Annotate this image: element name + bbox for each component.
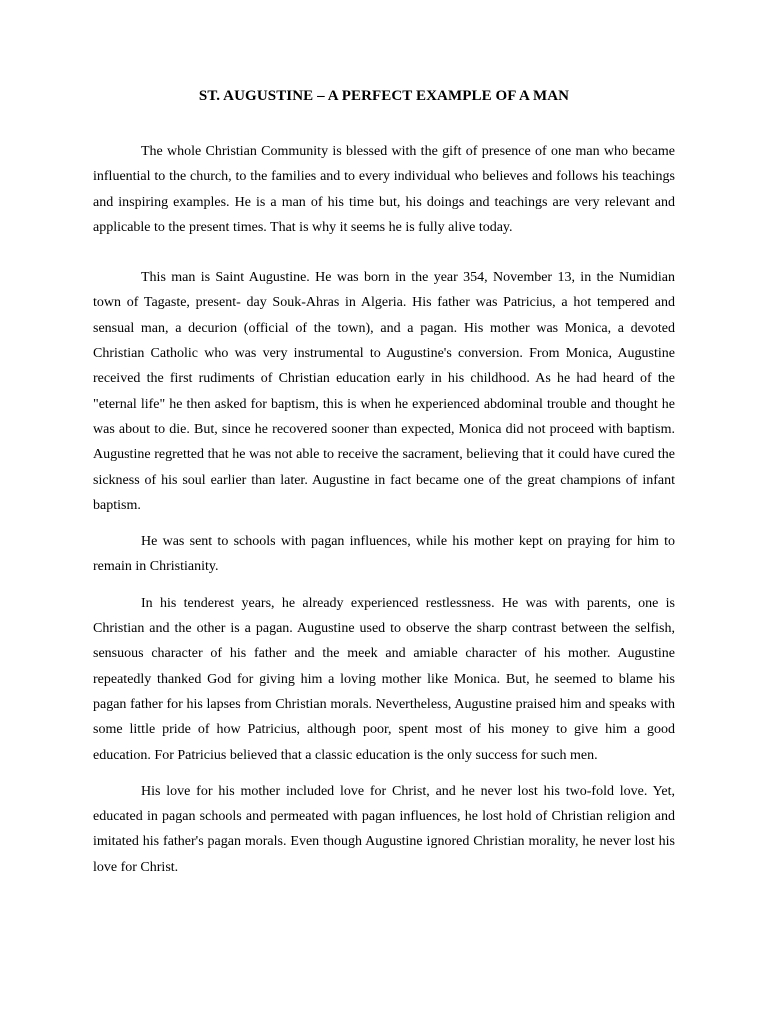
paragraph-schools: He was sent to schools with pagan influences, while his mother kept on praying for him to remain in Christianity. — [93, 534, 675, 575]
paragraph-childhood: In his tenderest years, he already experienced restlessness. He was with parents, one is Christian and the other is a pagan. Augustine used to observe the sharp contrast between the selfish, sensuous character of his father and the meek and amiable character of his mother. Augustine repeatedly thanked God for giving him a loving mother like Monica. But, he seemed to blame his pagan father for his lapses from Christian morals. Nevertheless, Augustine praised him and speaks with some little pride of how Patricius, although poor, spent most of his money to give him a good education. For Patricius believed that a classic education is the only success for such men. — [93, 595, 675, 763]
paragraph-birth: This man is Saint Augustine. He was born in the year 354, November 13, in the Numidian town of Tagaste, present- day Souk-Ahras in Algeria. His father was Patricius, a hot tempered and sensual man, a decurion (official of the town), and a pagan. His mother was Monica, a devoted Christian Catholic who was very instrumental to Augustine's conversion. From Monica, Augustine received the first rudiments of Christian education early in his childhood. As he had heard of the "eternal life" he then asked for baptism, this is when he experienced abdominal trouble and thought he was about to die. But, since he recovered sooner than expected, Monica did not proceed with baptism. Augustine regretted that he was not able to receive the sacrament, believing that it could have cured the sickness of his soul earlier than later. Augustine in fact became one of the great champions of infant baptism. — [93, 270, 675, 513]
paragraph-love-for-christ: His love for his mother included love for Christ, and he never lost his two-fold love. Yet, educated in pagan schools and permeated with pagan influences, he lost hold of Christian religion and imitated his father's pagan morals. Even though Augustine ignored Christian morality, he never lost his love for Christ. — [93, 783, 675, 875]
paragraph-intro: The whole Christian Community is blessed with the gift of presence of one man who became influential to the church, to the families and to every individual who believes and follows his teachings and inspiring examples. He is a man of his time but, his doings and teachings are very relevant and applicable to the present times. That is why it seems he is fully alive today. — [93, 144, 675, 235]
document-title: ST. AUGUSTINE – A PERFECT EXAMPLE OF A MAN — [198, 88, 570, 104]
